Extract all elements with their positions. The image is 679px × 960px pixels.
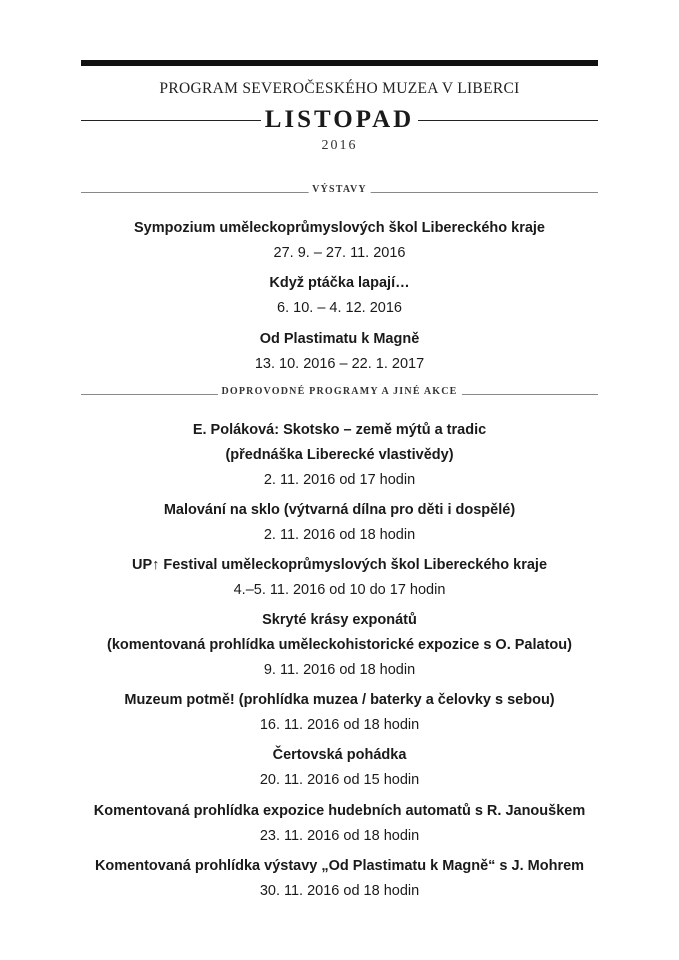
event-date: 20. 11. 2016 od 15 hodin: [259, 772, 420, 788]
event-title: Muzeum potmě! (prohlídka muzea / baterky a čelovky s sebou): [124, 692, 555, 708]
section-header-exhibitions: [81, 184, 598, 200]
event-title: Malování na sklo (výtvarná dílna pro děti i dospělé): [163, 502, 516, 518]
event-title: Sympozium uměleckoprůmyslových škol Libereckého kraje: [134, 220, 545, 236]
event-date: 6. 10. – 4. 12. 2016: [277, 300, 402, 316]
section-header-programs: [81, 386, 598, 402]
event-date: 2. 11. 2016 od 17 hodin: [263, 472, 416, 488]
event-title: Skryté krásy exponátů: [262, 612, 417, 628]
year: 2016: [321, 138, 358, 153]
month-title-row: [81, 106, 598, 134]
event-date: 2. 11. 2016 od 18 hodin: [263, 527, 416, 543]
event-title: UP↑ Festival uměleckoprůmyslových škol Libereckého kraje: [131, 557, 548, 573]
event-title: Od Plastimatu k Magně: [259, 331, 420, 347]
event-subtitle: (přednáška Liberecké vlastivědy): [225, 447, 454, 463]
event-title: Komentovaná prohlídka expozice hudebních automatů s R. Janouškem: [93, 803, 586, 819]
event-title: Čertovská pohádka: [272, 747, 407, 763]
event-title: Komentovaná prohlídka výstavy „Od Plastimatu k Magně“ s J. Mohrem: [94, 858, 585, 874]
top-rule: [81, 60, 598, 66]
event-date: 30. 11. 2016 od 18 hodin: [259, 883, 420, 899]
section-label: VÝSTAVY: [308, 184, 371, 195]
event-title: E. Poláková: Skotsko – země mýtů a tradic: [192, 422, 487, 438]
event-date: 9. 11. 2016 od 18 hodin: [263, 662, 416, 678]
section-label: DOPROVODNÉ PROGRAMY A JINÉ AKCE: [217, 386, 461, 397]
month-title: LISTOPAD: [264, 106, 415, 133]
event-date: 27. 9. – 27. 11. 2016: [273, 245, 406, 261]
event-date: 16. 11. 2016 od 18 hodin: [259, 717, 420, 733]
event-title: Když ptáčka lapají…: [269, 275, 410, 291]
event-date: 23. 11. 2016 od 18 hodin: [259, 828, 420, 844]
event-subtitle: (komentovaná prohlídka uměleckohistorické expozice s O. Palatou): [107, 637, 572, 653]
event-date: 13. 10. 2016 – 22. 1. 2017: [254, 356, 425, 372]
museum-name: PROGRAM SEVEROČESKÉHO MUZEA V LIBERCI: [159, 80, 520, 97]
event-date: 4.–5. 11. 2016 od 10 do 17 hodin: [233, 582, 446, 598]
